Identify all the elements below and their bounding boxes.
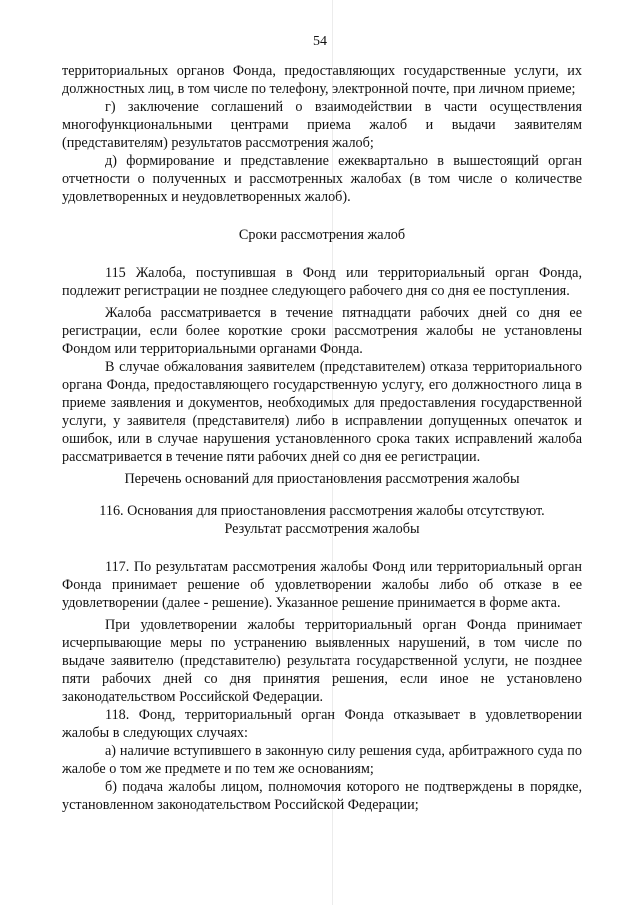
paragraph-item-a: а) наличие вступившего в законную силу решения суда, арбитражного суда по жалобе о том же предмете и по тем же основаниям;	[62, 743, 582, 777]
paragraph-item-d: д) формирование и представление ежеквартально в вышестоящий орган отчетности о полученных и рассмотренных жалобах (в том числе о количестве удовлетворенных и неудовлетворенных жалоб).	[62, 153, 582, 205]
paragraph-116: 116. Основания для приостановления рассмотрения жалобы отсутствуют.	[99, 503, 545, 519]
paragraph-satisfaction: При удовлетворении жалобы территориальный орган Фонда принимает исчерпывающие меры по устранению выявленных нарушений, в том числе по выдаче заявителю (представителю) результата государственной услуги, не позднее пяти рабочих дней со дня принятия решения, если иное не установлено законодательством Российской Федерации.	[62, 617, 582, 705]
document-body	[62, 62, 582, 814]
paragraph-review-period: Жалоба рассматривается в течение пятнадцати рабочих дней со дня ее регистрации, если более короткие сроки рассмотрения жалобы не установлены Фондом или территориальными органами Фонда.	[62, 305, 582, 357]
paragraph-117: 117. По результатам рассмотрения жалобы Фонд или территориальный орган Фонда принимает решение об удовлетворении жалобы либо об отказе в ее удовлетворении (далее - решение). Указанное решение принимается в форме акта.	[62, 559, 582, 611]
section-heading-terms: Сроки рассмотрения жалоб	[238, 227, 406, 243]
paragraph-118: 118. Фонд, территориальный орган Фонда отказывает в удовлетворении жалобы в следующих случаях:	[62, 707, 582, 741]
section-heading-suspension: Перечень оснований для приостановления рассмотрения жалобы	[124, 471, 520, 487]
paragraph-item-b: б) подача жалобы лицом, полномочия которого не подтверждены в порядке, установленном законодательством Российской Федерации;	[62, 779, 582, 813]
paragraph-115: 115 Жалоба, поступившая в Фонд или территориальный орган Фонда, подлежит регистрации не позднее следующего рабочего дня со дня ее поступления.	[62, 265, 582, 299]
section-heading-result: Результат рассмотрения жалобы	[224, 521, 420, 537]
paragraph-appeal-refusal: В случае обжалования заявителем (представителем) отказа территориального органа Фонда, предоставляющего государственную услугу, его должностного лица в приеме заявления и документов, необходимых для предоставления государственной услуги, у заявителя (представителя) либо в исправлении допущенных опечаток и ошибок, или в случае нарушения установленного срока таких исправлений жалоба рассматривается в течение пяти рабочих дней со дня ее регистрации.	[62, 359, 582, 465]
page-number: 54	[313, 34, 327, 49]
paragraph-continuation: территориальных органов Фонда, предоставляющих государственные услуги, их должностных лиц, в том числе по телефону, электронной почте, при личном приеме;	[62, 63, 582, 97]
paragraph-item-g: г) заключение соглашений о взаимодействии в части осуществления многофункциональными центрами приема жалоб и выдачи заявителям (представителям) результатов рассмотрения жалоб;	[62, 99, 582, 151]
